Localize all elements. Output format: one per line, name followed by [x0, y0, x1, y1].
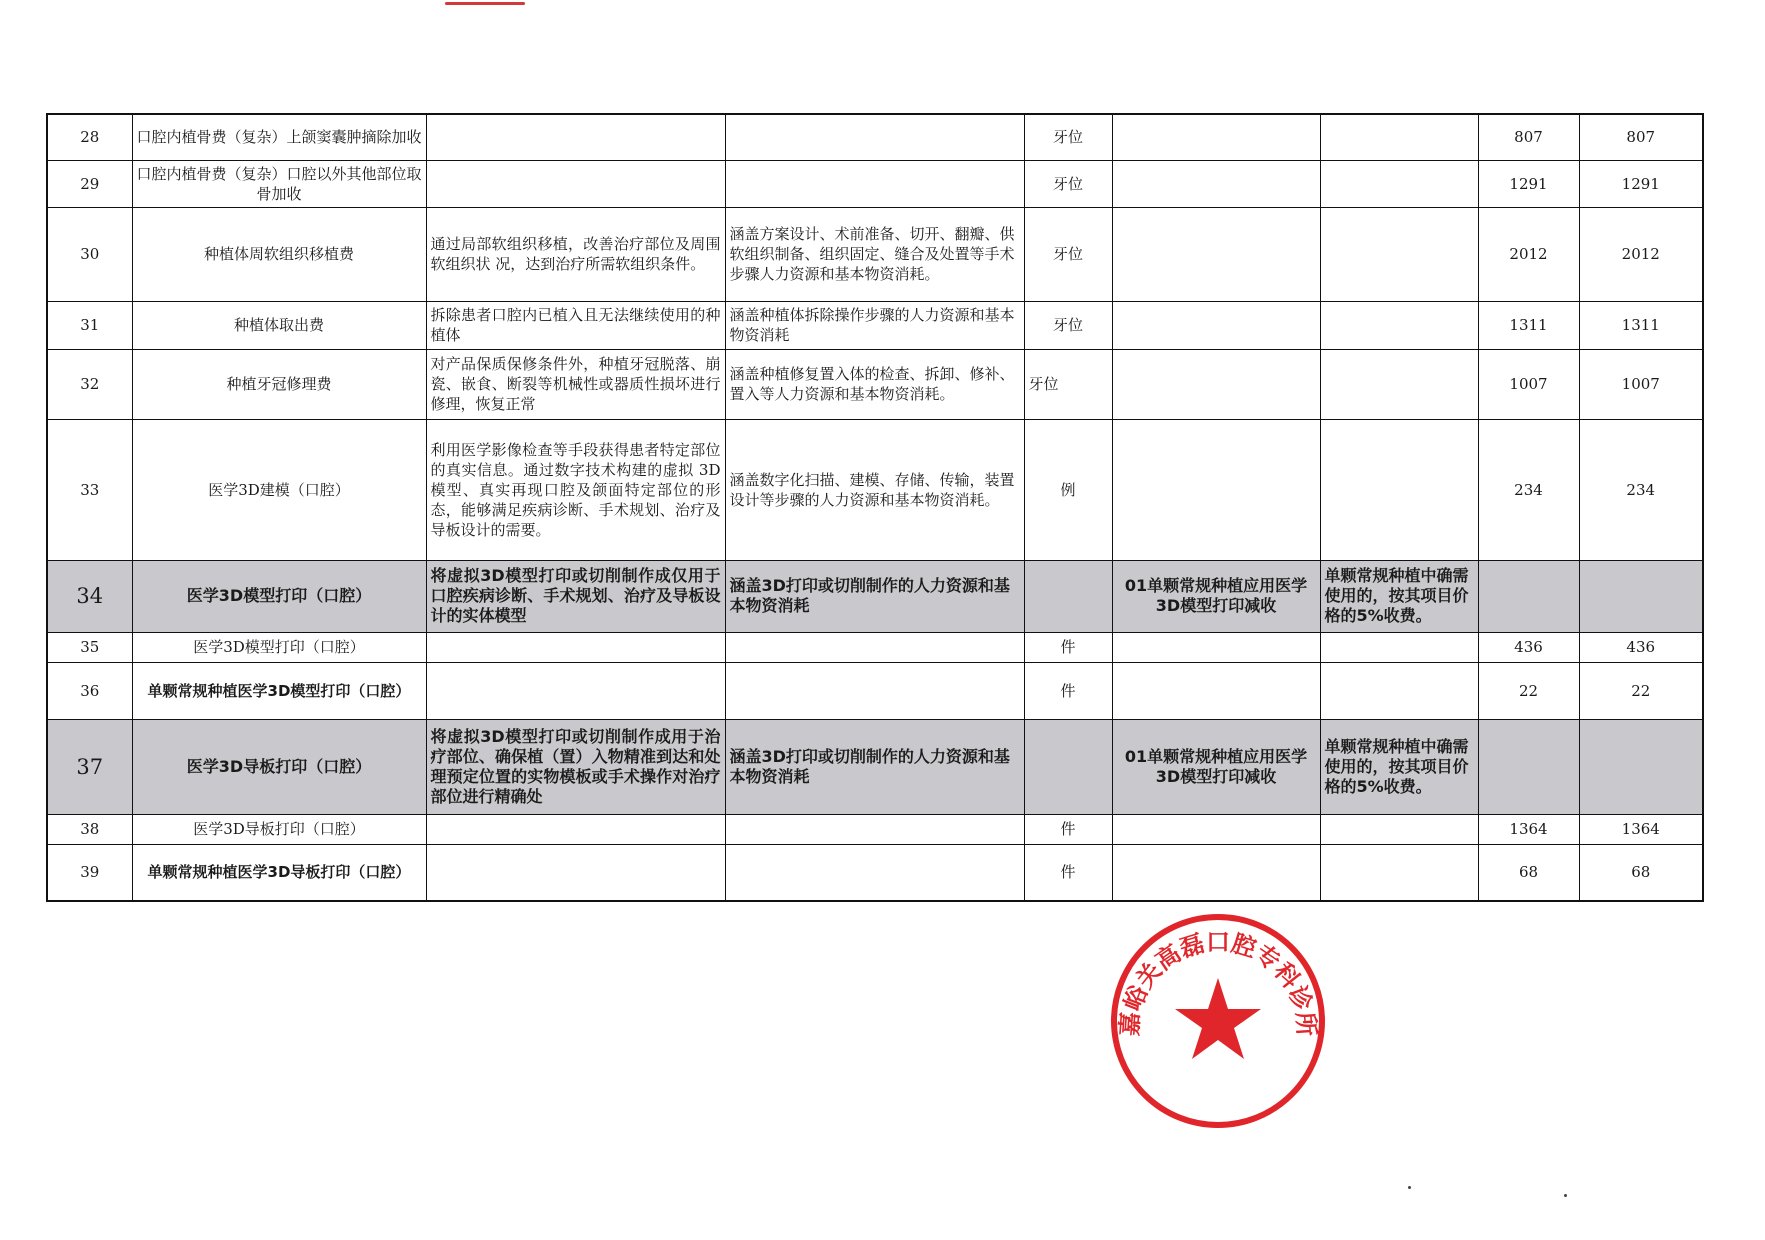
item-name: 种植体周软组织移植费 — [132, 207, 426, 301]
row-number: 34 — [47, 560, 132, 632]
table-row — [47, 207, 1703, 301]
item-exception — [1112, 632, 1320, 662]
item-unit: 件 — [1024, 632, 1112, 662]
item-scope — [725, 844, 1024, 901]
price-1: 1007 — [1478, 349, 1579, 419]
price-2: 2012 — [1579, 207, 1703, 301]
item-unit: 牙位 — [1024, 349, 1112, 419]
table-row — [47, 160, 1703, 207]
item-scope: 涵盖种植修复置入体的检查、拆卸、修补、置入等人力资源和基本物资消耗。 — [725, 349, 1024, 419]
row-number: 39 — [47, 844, 132, 901]
item-scope — [725, 114, 1024, 160]
price-2: 1007 — [1579, 349, 1703, 419]
price-1: 1291 — [1478, 160, 1579, 207]
item-unit: 牙位 — [1024, 207, 1112, 301]
row-number: 35 — [47, 632, 132, 662]
item-exception — [1112, 662, 1320, 719]
price-1: 234 — [1478, 419, 1579, 560]
item-scope: 涵盖3D打印或切削制作的人力资源和基本物资消耗 — [725, 719, 1024, 814]
price-2: 1364 — [1579, 814, 1703, 844]
item-name: 医学3D建模（口腔） — [132, 419, 426, 560]
item-exception — [1112, 114, 1320, 160]
item-exception — [1112, 301, 1320, 349]
table-row — [47, 662, 1703, 719]
item-content: 拆除患者口腔内已植入且无法继续使用的种植体 — [426, 301, 725, 349]
item-note — [1320, 419, 1478, 560]
price-2 — [1579, 719, 1703, 814]
item-content: 将虚拟3D模型打印或切削制作成仅用于口腔疾病诊断、手术规划、治疗及导板设计的实体模型 — [426, 560, 725, 632]
price-2: 436 — [1579, 632, 1703, 662]
scan-speck — [1408, 1186, 1411, 1189]
table-row — [47, 560, 1703, 632]
item-content: 将虚拟3D模型打印或切削制作成用于治疗部位、确保植（置）入物精准到达和处理预定位置的实物模板或手术操作对治疗部位进行精确处 — [426, 719, 725, 814]
item-scope — [725, 632, 1024, 662]
item-note — [1320, 349, 1478, 419]
row-number: 29 — [47, 160, 132, 207]
item-name: 医学3D模型打印（口腔） — [132, 632, 426, 662]
item-scope — [725, 814, 1024, 844]
item-exception: 01单颗常规种植应用医学3D模型打印减收 — [1112, 719, 1320, 814]
item-scope: 涵盖3D打印或切削制作的人力资源和基本物资消耗 — [725, 560, 1024, 632]
item-content: 对产品保质保修条件外，种植牙冠脱落、崩瓷、嵌食、断裂等机械性或器质性损坏进行修理，恢复正常 — [426, 349, 725, 419]
row-number: 30 — [47, 207, 132, 301]
item-unit: 牙位 — [1024, 301, 1112, 349]
item-unit: 件 — [1024, 662, 1112, 719]
price-1: 807 — [1478, 114, 1579, 160]
item-unit: 件 — [1024, 814, 1112, 844]
item-note: 单颗常规种植中确需使用的，按其项目价格的5%收费。 — [1320, 560, 1478, 632]
item-note — [1320, 207, 1478, 301]
price-1 — [1478, 560, 1579, 632]
item-content: 通过局部软组织移植，改善治疗部位及周围软组织状 况，达到治疗所需软组织条件。 — [426, 207, 725, 301]
item-note — [1320, 160, 1478, 207]
table-row — [47, 301, 1703, 349]
row-number: 33 — [47, 419, 132, 560]
row-number: 31 — [47, 301, 132, 349]
price-1: 1311 — [1478, 301, 1579, 349]
item-content — [426, 662, 725, 719]
price-1: 1364 — [1478, 814, 1579, 844]
item-scope — [725, 662, 1024, 719]
item-name: 口腔内植骨费（复杂）上颌窦囊肿摘除加收 — [132, 114, 426, 160]
item-content — [426, 114, 725, 160]
item-name: 医学3D导板打印（口腔） — [132, 814, 426, 844]
table-row — [47, 632, 1703, 662]
row-number: 36 — [47, 662, 132, 719]
item-name: 种植体取出费 — [132, 301, 426, 349]
table-row — [47, 114, 1703, 160]
item-scope: 涵盖种植体拆除操作步骤的人力资源和基本物资消耗 — [725, 301, 1024, 349]
item-content — [426, 814, 725, 844]
item-name: 口腔内植骨费（复杂）口腔以外其他部位取骨加收 — [132, 160, 426, 207]
item-name: 单颗常规种植医学3D模型打印（口腔） — [132, 662, 426, 719]
item-unit: 例 — [1024, 419, 1112, 560]
price-1 — [1478, 719, 1579, 814]
table-row — [47, 814, 1703, 844]
item-scope: 涵盖数字化扫描、建模、存储、传输，装置设计等步骤的人力资源和基本物资消耗。 — [725, 419, 1024, 560]
item-unit — [1024, 719, 1112, 814]
price-1: 22 — [1478, 662, 1579, 719]
item-exception — [1112, 160, 1320, 207]
price-1: 68 — [1478, 844, 1579, 901]
price-2: 234 — [1579, 419, 1703, 560]
table-row — [47, 719, 1703, 814]
item-name: 医学3D导板打印（口腔） — [132, 719, 426, 814]
fee-table — [46, 113, 1704, 902]
item-scope: 涵盖方案设计、术前准备、切开、翻瓣、供软组织制备、组织固定、缝合及处置等手术步骤人力资源和基本物资消耗。 — [725, 207, 1024, 301]
price-2: 68 — [1579, 844, 1703, 901]
item-content — [426, 632, 725, 662]
price-2: 22 — [1579, 662, 1703, 719]
top-red-mark — [445, 2, 525, 5]
price-1: 2012 — [1478, 207, 1579, 301]
item-exception — [1112, 207, 1320, 301]
item-exception: 01单颗常规种植应用医学3D模型打印减收 — [1112, 560, 1320, 632]
item-name: 单颗常规种植医学3D导板打印（口腔） — [132, 844, 426, 901]
item-note — [1320, 662, 1478, 719]
official-seal — [1107, 910, 1329, 1132]
table-row — [47, 349, 1703, 419]
item-note: 单颗常规种植中确需使用的，按其项目价格的5%收费。 — [1320, 719, 1478, 814]
item-note — [1320, 301, 1478, 349]
item-unit: 牙位 — [1024, 114, 1112, 160]
item-note — [1320, 844, 1478, 901]
scan-speck — [1564, 1194, 1567, 1197]
item-name: 种植牙冠修理费 — [132, 349, 426, 419]
item-note — [1320, 632, 1478, 662]
item-note — [1320, 814, 1478, 844]
table-row — [47, 419, 1703, 560]
item-scope — [725, 160, 1024, 207]
seal-star — [1175, 978, 1261, 1059]
item-content: 利用医学影像检查等手段获得患者特定部位的真实信息。通过数字技术构建的虚拟 3D模型、真实再现口腔及颌面特定部位的形态，能够满足疾病诊断、手术规划、治疗及导板设计的需要。 — [426, 419, 725, 560]
item-note — [1320, 114, 1478, 160]
row-number: 32 — [47, 349, 132, 419]
price-2: 1311 — [1579, 301, 1703, 349]
row-number: 37 — [47, 719, 132, 814]
item-exception — [1112, 844, 1320, 901]
item-exception — [1112, 419, 1320, 560]
row-number: 38 — [47, 814, 132, 844]
item-name: 医学3D模型打印（口腔） — [132, 560, 426, 632]
row-number: 28 — [47, 114, 132, 160]
item-content — [426, 844, 725, 901]
item-unit — [1024, 560, 1112, 632]
price-2: 807 — [1579, 114, 1703, 160]
item-content — [426, 160, 725, 207]
item-exception — [1112, 814, 1320, 844]
item-unit: 件 — [1024, 844, 1112, 901]
price-1: 436 — [1478, 632, 1579, 662]
seal-text: 嘉峪关高磊口腔专科诊所 — [1114, 927, 1322, 1038]
price-2 — [1579, 560, 1703, 632]
price-2: 1291 — [1579, 160, 1703, 207]
item-unit: 牙位 — [1024, 160, 1112, 207]
item-exception — [1112, 349, 1320, 419]
table-row — [47, 844, 1703, 901]
